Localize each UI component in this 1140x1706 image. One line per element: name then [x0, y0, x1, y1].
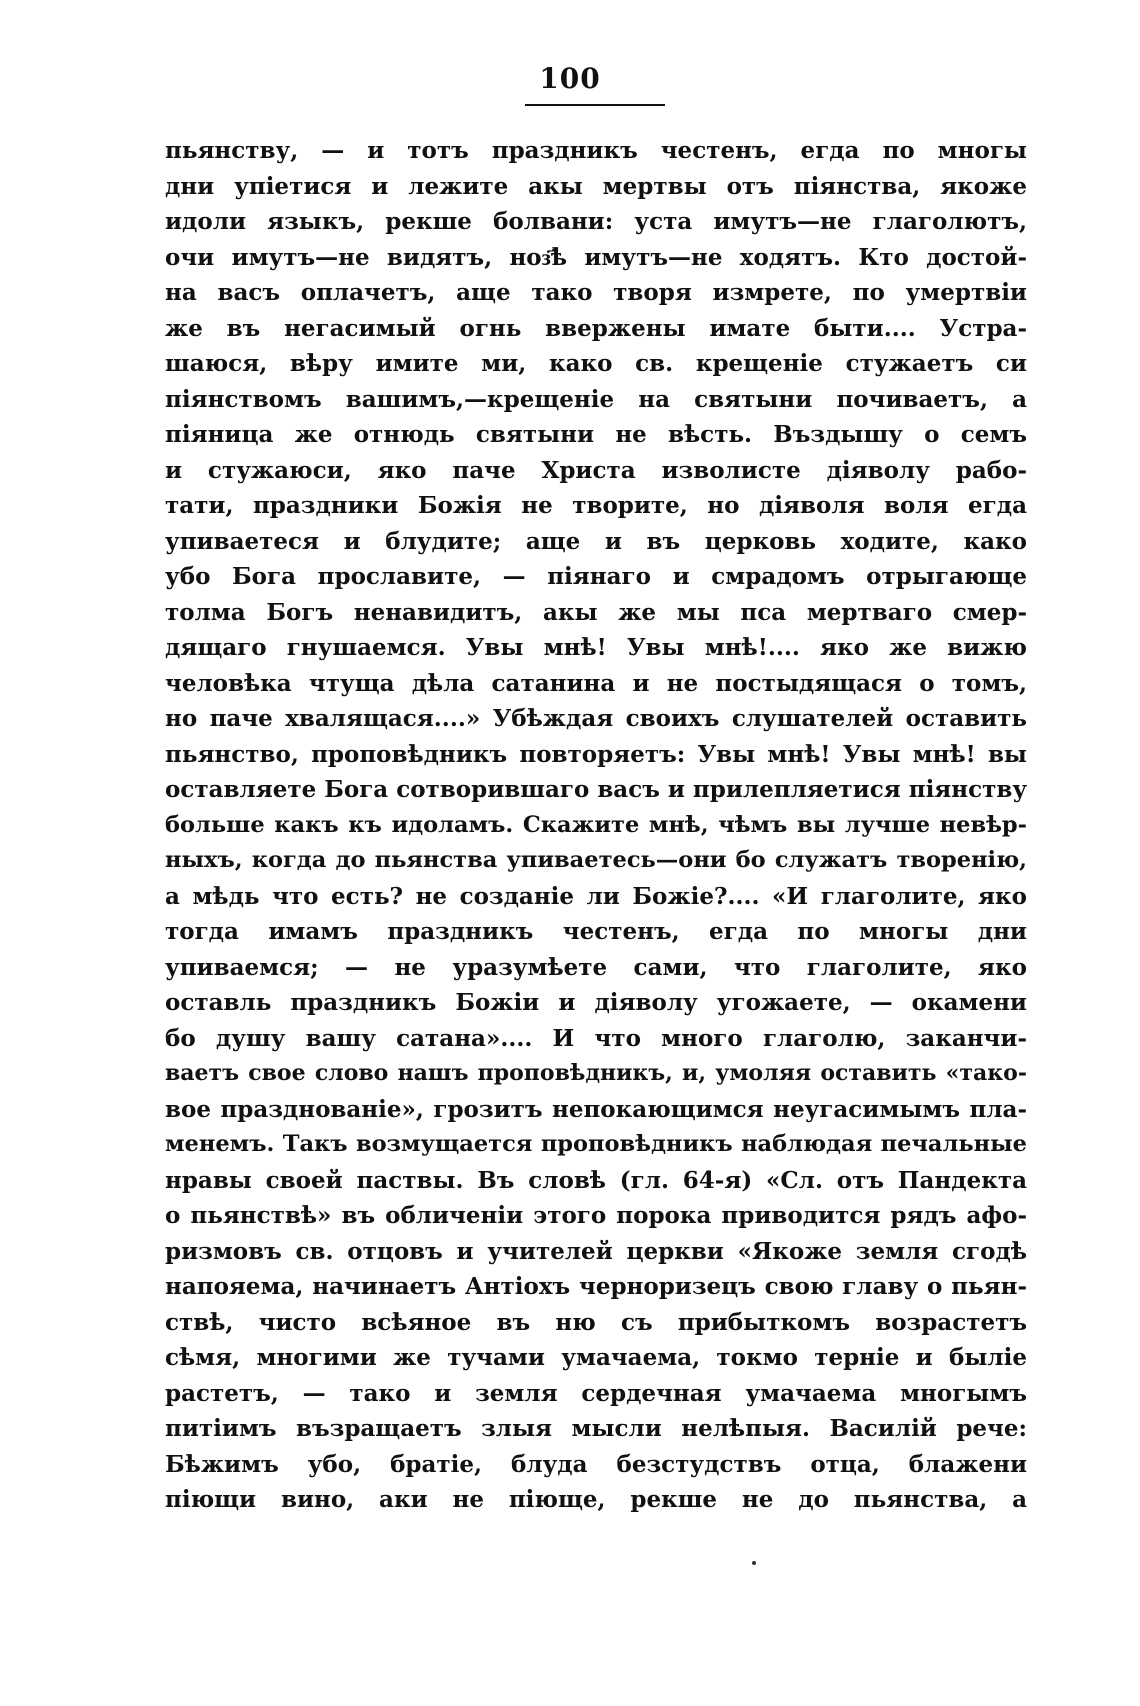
text-line: человѣка чтуща дѣла сатанина и не постыдящася о томъ,: [165, 669, 1027, 697]
text-line: нравы своей паствы. Въ словѣ (гл. 64-я) «Сл. отъ Пандекта: [165, 1166, 1027, 1194]
page-number: 100: [539, 62, 601, 95]
body-text: [165, 133, 1027, 1518]
text-line: упиваемся; — не уразумѣете сами, что глаголите, яко: [165, 953, 1027, 981]
text-line: пьянству, — и тотъ праздникъ честенъ, егда по многы: [165, 137, 1027, 164]
text-line: питiимъ възращаетъ злыя мысли нелѣпыя. Василiй рече:: [165, 1415, 1027, 1442]
text-line: тогда имамъ праздникъ честенъ, егда по многы дни: [165, 918, 1027, 945]
text-line: ризмовъ св. отцовъ и учителей церкви «Якоже земля сгодѣ: [165, 1237, 1027, 1265]
text-line: напояема, начинаетъ Антiохъ черноризецъ свою главу о пьян-: [165, 1273, 1027, 1300]
text-line: дящаго гнушаемся. Увы мнѣ! Увы мнѣ!.... яко же вижю: [165, 634, 1027, 661]
header-rule: [525, 104, 665, 106]
text-line: растетъ, — тако и земля сердечная умачаема многымъ: [165, 1379, 1027, 1407]
text-line: вое празднованiе», грозитъ непокающимся неугасимымъ пла-: [165, 1095, 1027, 1123]
text-line: оставляете Бога сотворившаго васъ и прилепляетися пiянству: [165, 776, 1027, 803]
text-line: Бѣжимъ убо, братiе, блуда безстудствъ отца, блажени: [165, 1450, 1027, 1478]
text-line: и стужаюси, яко паче Христа изволисте дiяволу рабо-: [165, 456, 1027, 484]
text-line: но паче хвалящася....» Убѣждая своихъ слушателей оставить: [165, 705, 1027, 732]
text-line: менемъ. Такъ возмущается проповѣдникъ наблюдая печальные: [165, 1131, 1027, 1157]
text-line: пiянствомъ вашимъ,—крещенiе на святыни почиваетъ, а: [165, 385, 1027, 413]
text-line: о пьянствѣ» въ обличенiи этого порока приводится рядъ афо-: [165, 1202, 1027, 1229]
ink-speck: [752, 1561, 756, 1565]
text-line: идоли языкъ, рекше болвани: уста имутъ—не глаголютъ,: [165, 208, 1027, 235]
text-line: шаюся, вѣру имите ми, како св. крещенiе стужаетъ си: [165, 350, 1027, 377]
text-line: оставль праздникъ Божiи и дiяволу угожаете, — окамени: [165, 989, 1027, 1016]
text-line: ныхъ, когда до пьянства упиваетесь—они бо служатъ творенiю,: [165, 847, 1027, 873]
text-line: сѣмя, многими же тучами умачаема, токмо тернiе и былiе: [165, 1344, 1027, 1371]
text-line: убо Бога прославите, — пiянаго и смрадомъ отрыгающе: [165, 563, 1027, 590]
text-line: а мѣдь что есть? не созданiе ли Божiе?.... «И глаголите, яко: [165, 882, 1027, 910]
text-line: ваетъ свое слово нашъ проповѣдникъ, и, умоляя оставить «тако-: [165, 1060, 1027, 1086]
text-line: очи имутъ—не видятъ, ноз҃ѣ имутъ—не ходятъ. Кто достой-: [165, 243, 1027, 271]
text-line: тати, праздники Божiя не творите, но дiяволя воля егда: [165, 492, 1027, 519]
text-line: пiяница же отнюдь святыни не вѣсть. Въздышу о семъ: [165, 421, 1027, 448]
text-line: больше какъ къ идоламъ. Скажите мнѣ, чѣмъ вы лучше невѣр-: [165, 811, 1027, 838]
text-line: дни упiетися и лежите акы мертвы отъ пiянства, якоже: [165, 172, 1027, 200]
text-line: же въ негасимый огнь ввержены имате быти.... Устра-: [165, 314, 1027, 342]
text-line: бо душу вашу сатана».... И что много глаголю, заканчи-: [165, 1024, 1027, 1052]
text-line: упиваетеся и блудите; аще и въ церковь ходите, како: [165, 527, 1027, 555]
text-line: толма Богъ ненавидитъ, акы же мы пса мертваго смер-: [165, 598, 1027, 626]
text-line: ствѣ, чисто всѣяное въ ню съ прибыткомъ возрастетъ: [165, 1308, 1027, 1336]
text-line: пьянство, проповѣдникъ повторяетъ: Увы мнѣ! Увы мнѣ! вы: [165, 740, 1027, 768]
text-line: пiющи вино, аки не пiюще, рекше не до пьянства, а: [165, 1486, 1027, 1513]
text-line: на васъ оплачетъ, аще тако творя измрете, по умертвiи: [165, 279, 1027, 306]
